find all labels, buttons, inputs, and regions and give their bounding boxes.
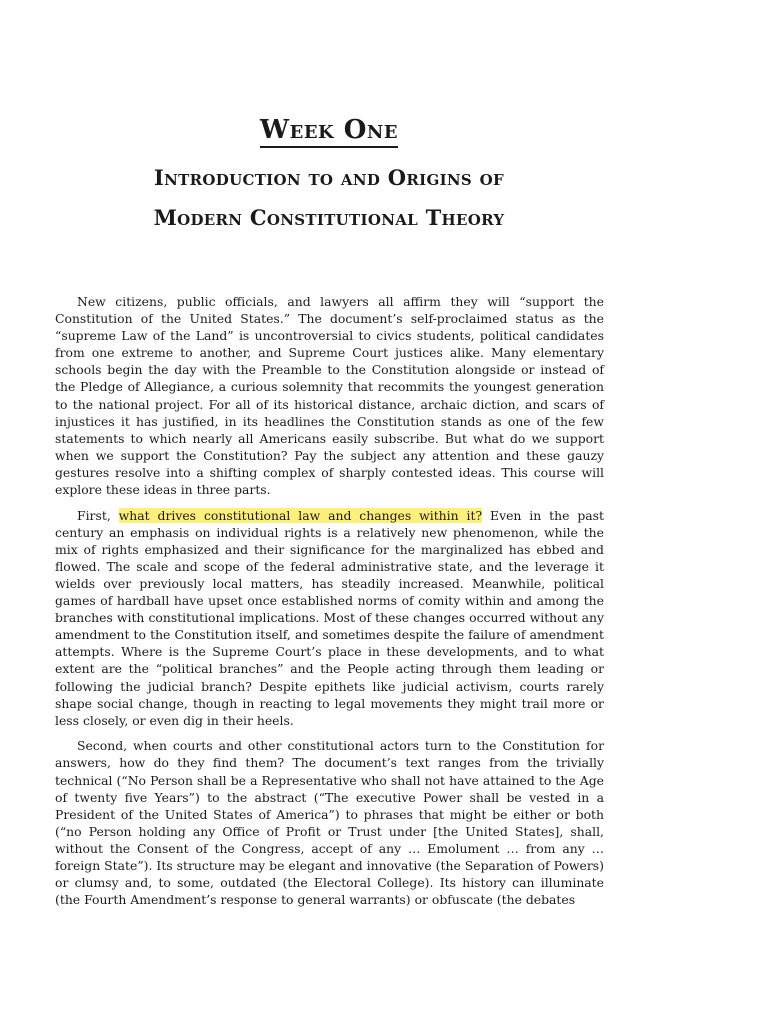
paragraph-first-lead: First, xyxy=(77,507,119,523)
paragraph-first-rest: Even in the past century an emphasis on individual rights is a relatively new phenomenon, while the mix of rights emphasized and their significance for the marginalized has ebbed and flowed. The scale and scope of the federal administrative state, and the leverage it wields over previously local matters, has steadily increased. Meanwhile, political games of hardball have upset once established norms of comity within and among the branches with constitutional implications. Most of these changes occurred without any amendment to the Constitution itself, and sometimes despite the failure of amendment attempts. Where is the Supreme Court’s place in these developments, and to what extent are the “political branches” and the People acting through them leading or following the judicial branch? Despite epithets like judicial activism, courts rarely shape social change, though in reacting to legal movements they might trail more or less closely, or even dig in their heels. xyxy=(55,507,604,728)
chapter-subtitle-line-2: Modern Constitutional Theory xyxy=(153,205,505,230)
chapter-title-text: Week One xyxy=(260,115,398,148)
chapter-title xyxy=(0,110,658,150)
paragraph-first xyxy=(55,507,604,729)
paragraph-second: Second, when courts and other constitutional actors turn to the Constitution for answers, how do they find them? The document’s text ranges from the trivially technical (“No Person shall be a Representative who shall not have attained to the Age of twenty five Years”) to the abstract (“The executive Power shall be vested in a President of the United States of America”) to phrases that might be either or both (“no Person holding any Office of Profit or Trust under [the United States], shall, without the Consent of the Congress, accept of any … Emolument … from any … foreign State”). Its structure may be elegant and innovative (the Separation of Powers) or clumsy and, to some, outdated (the Electoral College). Its history can illuminate (the Fourth Amendment’s response to general warrants) or obfuscate (the debates xyxy=(55,738,604,908)
paragraph-intro: New citizens, public officials, and lawyers all affirm they will “support the Constitution of the United States.” The document’s self-proclaimed status as the “supreme Law of the Land” is uncontroversial to civics students, political candidates from one extreme to another, and Supreme Court justices alike. Many elementary schools begin the day with the Preamble to the Constitution alongside or instead of the Pledge of Allegiance, a curious solemnity that recommits the youngest generation to the national project. For all of its historical distance, archaic diction, and scars of injustices it has justified, in its headlines the Constitution stands as one of the few statements to which nearly all Americans easily subscribe. But what do we support when we support the Constitution? Pay the subject any attention and these gauzy gestures resolve into a shifting complex of sharply contested ideas. This course will explore these ideas in three parts. xyxy=(55,294,604,498)
highlighted-question[interactable]: what drives constitutional law and changes within it? xyxy=(118,507,483,523)
chapter-subtitle-line-1: Introduction to and Origins of xyxy=(154,165,504,190)
chapter-subtitle xyxy=(20,158,638,238)
body-text xyxy=(55,293,604,917)
